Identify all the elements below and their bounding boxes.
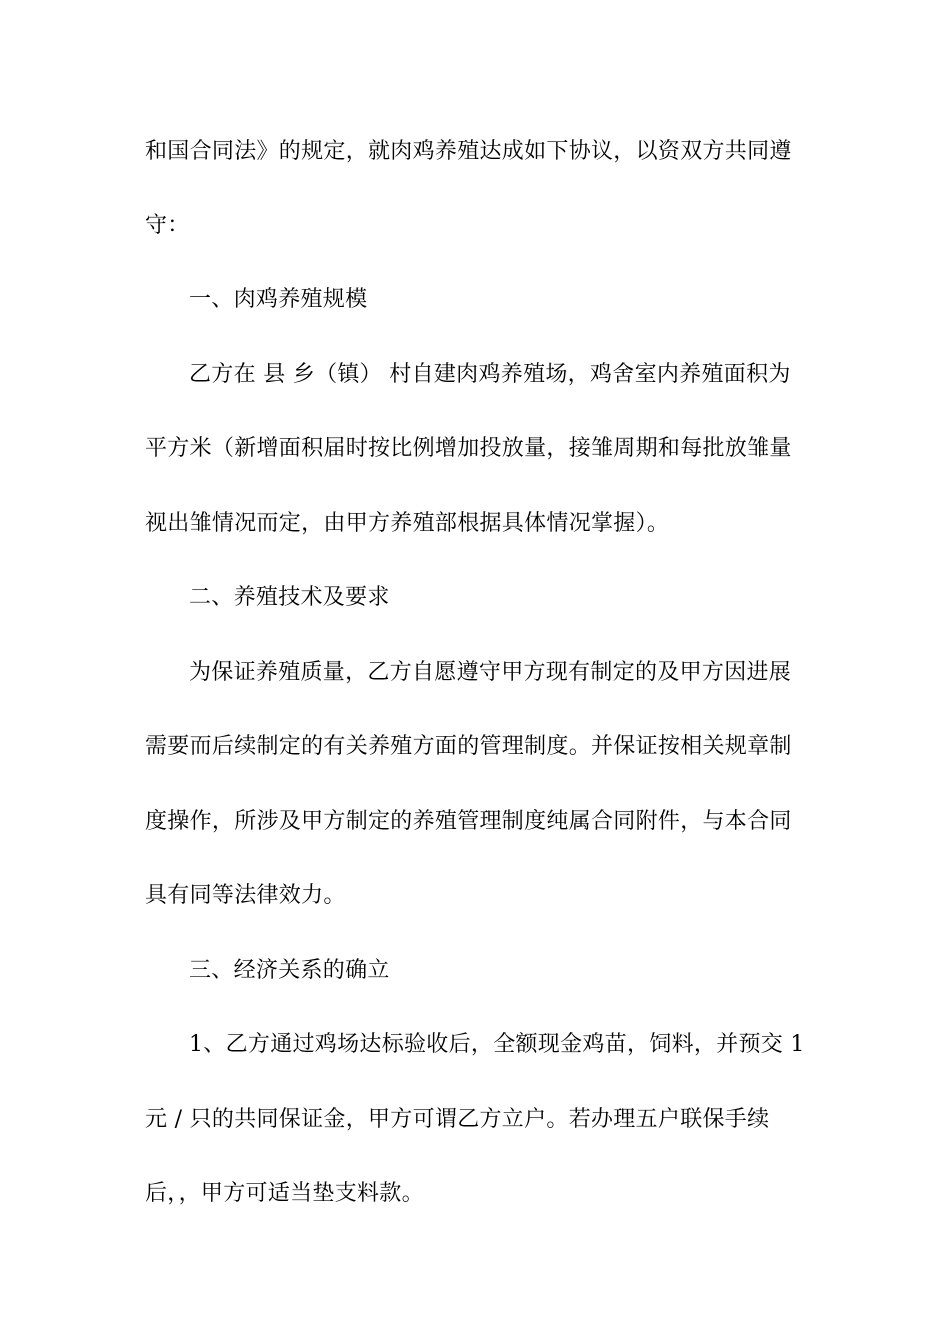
section-heading-2: 二、养殖技术及要求 (189, 585, 390, 610)
text-line-11: 具有同等法律效力。 (145, 883, 346, 908)
section-heading-3: 三、经济关系的确立 (189, 958, 390, 983)
section-heading-1: 一、肉鸡养殖规模 (189, 287, 368, 312)
text-line-2: 守： (145, 213, 190, 238)
text-line-1: 和国合同法》的规定，就肉鸡养殖达成如下协议，以资双方共同遵 (145, 139, 792, 164)
text-line-9: 需要而后续制定的有关养殖方面的管理制度。并保证按相关规章制 (145, 734, 792, 759)
text-line-6: 视出雏情况而定，由甲方养殖部根据具体情况掌握）。 (145, 511, 670, 536)
text-line-14: 元 / 只的共同保证金，甲方可谓乙方立户。若办理五户联保手续 (145, 1107, 770, 1132)
text-line-13: 1、乙方通过鸡场达标验收后，全额现金鸡苗，饲料，并预交 1 (189, 1032, 805, 1057)
text-line-4: 乙方在 县 乡（镇） 村自建肉鸡养殖场，鸡舍室内养殖面积为 (189, 362, 791, 387)
text-line-10: 度操作，所涉及甲方制定的养殖管理制度纯属合同附件，与本合同 (145, 809, 792, 834)
text-line-5: 平方米（新增面积届时按比例增加投放量，接雏周期和每批放雏量 (145, 436, 792, 461)
text-line-8: 为保证养殖质量，乙方自愿遵守甲方现有制定的及甲方因进展 (189, 660, 792, 685)
text-line-15: 后，，甲方可适当垫支料款。 (145, 1181, 424, 1206)
